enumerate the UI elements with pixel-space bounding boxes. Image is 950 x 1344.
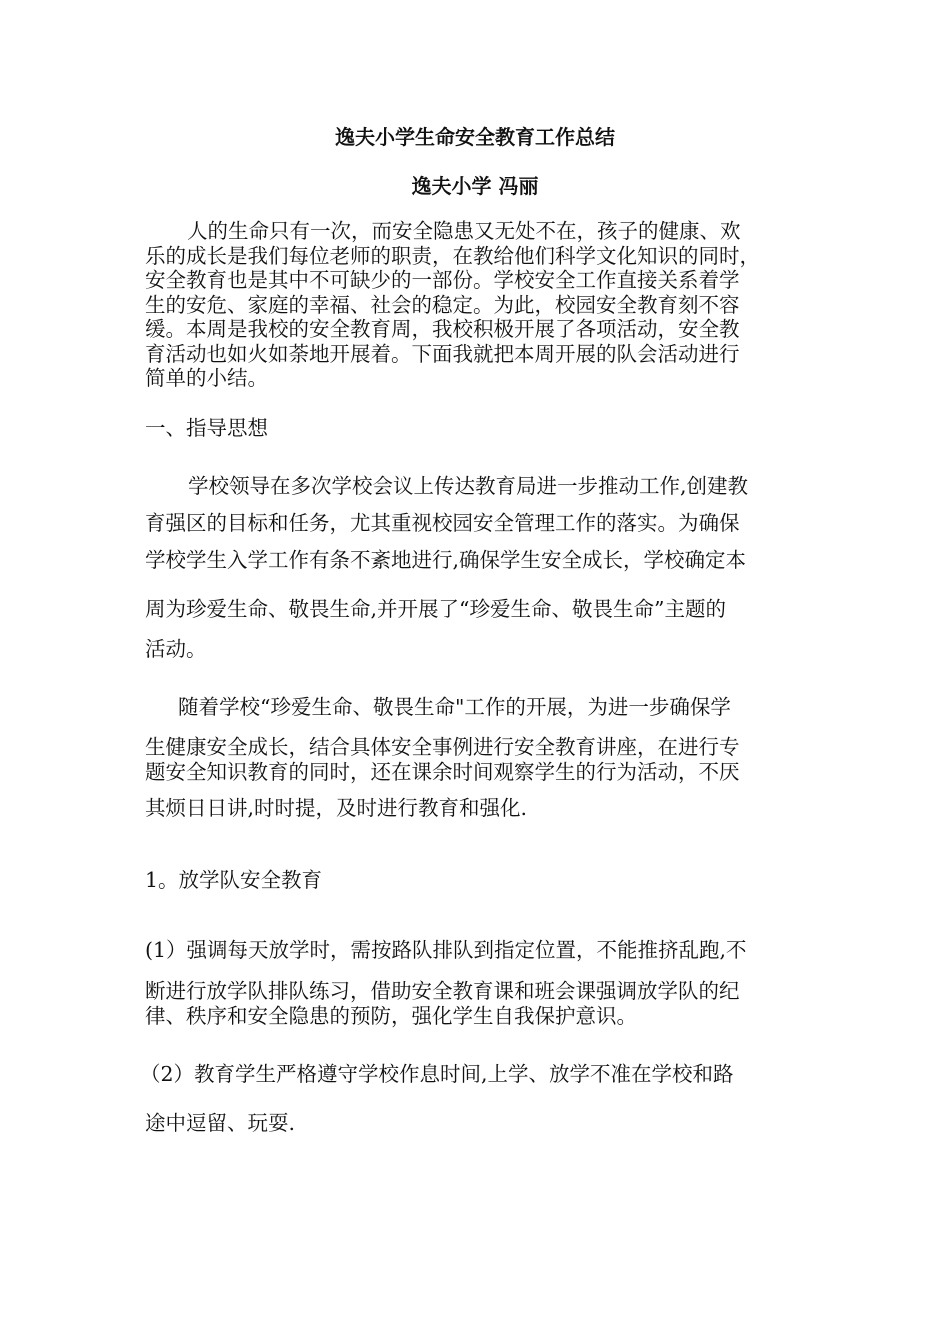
para3-line-3: 题安全知识教育的同时，还在课余时间观察学生的行为活动，不厌 [145,760,740,784]
sub1-line-3: 律、秩序和安全隐患的预防，强化学生自我保护意识。 [145,1004,637,1028]
sub1-line-2: 断进行放学队排队练习，借助安全教育课和班会课强调放学队的纪 [145,979,740,1003]
item1-heading: 1。放学队安全教育 [145,868,323,892]
intro-line-3: 安全教育也是其中不可缺少的一部份。学校安全工作直接关系着学 [145,268,740,292]
sub2-line-1: （2）教育学生严格遵守学校作息时间,上学、放学不准在学校和路 [140,1062,734,1086]
para3-line-2: 生健康安全成长，结合具体安全事例进行安全教育讲座，在进行专 [145,735,740,759]
intro-line-1: 人的生命只有一次，而安全隐患又无处不在，孩子的健康、欢 [187,219,741,243]
intro-line-7: 简单的小结。 [145,366,268,390]
intro-line-6: 育活动也如火如荼地开展着。下面我就把本周开展的队会活动进行 [145,342,740,366]
section-heading-guiding-thought: 一、指导思想 [145,416,268,440]
document-title: 逸夫小学生命安全教育工作总结 [335,125,615,149]
para2-line-2: 育强区的目标和任务，尤其重视校园安全管理工作的落实。为确保 [145,511,740,535]
para2-line-4: 周为珍爱生命、敬畏生命,并开展了“珍爱生命、敬畏生命”主题的 [145,597,726,621]
para2-line-5: 活动。 [145,637,207,661]
intro-line-4: 生的安危、家庭的幸福、社会的稳定。为此，校园安全教育刻不容 [145,293,740,317]
para3-line-4: 其烦日日讲,时时提，及时进行教育和强化. [145,796,528,820]
para3-line-1: 随着学校“珍爱生命、敬畏生命"工作的开展，为进一步确保学 [178,695,731,719]
sub1-line-1: (1）强调每天放学时，需按路队排队到指定位置，不能推挤乱跑,不 [145,938,747,962]
intro-line-5: 缓。本周是我校的安全教育周，我校积极开展了各项活动，安全教 [145,317,740,341]
intro-line-2: 乐的成长是我们每位老师的职责，在教给他们科学文化知识的同时， [145,244,760,268]
para2-line-3: 学校学生入学工作有条不紊地进行,确保学生安全成长，学校确定本 [145,548,747,572]
para2-line-1: 学校领导在多次学校会议上传达教育局进一步推动工作,创建教 [188,474,749,498]
author-line: 逸夫小学 冯丽 [411,174,539,198]
sub2-line-2: 途中逗留、玩耍. [145,1111,296,1135]
